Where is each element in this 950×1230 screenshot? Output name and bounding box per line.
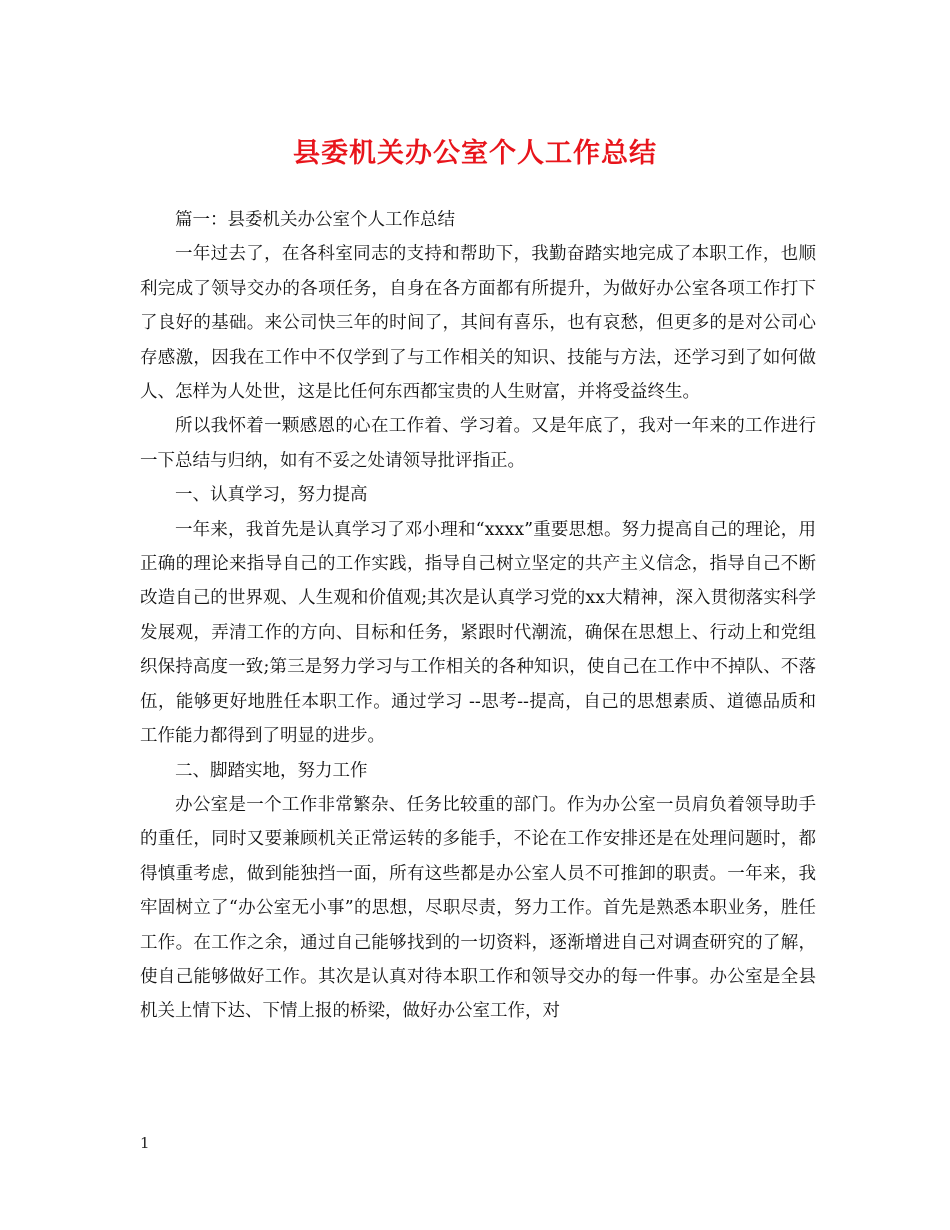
document-title: 县委机关办公室个人工作总结 xyxy=(293,138,657,169)
paragraph: 一年过去了，在各科室同志的支持和帮助下，我勤奋踏实地完成了本职工作，也顺利完成了领导交办的各项任务，自身在各方面都有所提升，为做好办公室各项工作打下了良好的基础。来公司快三年的时间了，其间有喜乐，也有哀愁，但更多的是对公司心存感激，因我在工作中不仅学到了与工作相关的知识、技能与方法，还学习到了如何做人、怎样为人处世，这是比任何东西都宝贵的人生财富，并将受益终生。 xyxy=(140,244,816,403)
paragraph: 办公室是一个工作非常繁杂、任务比较重的部门。作为办公室一员肩负着领导助手的重任，同时又要兼顾机关正常运转的多能手，不论在工作安排还是在处理问题时，都得慎重考虑，做到能独挡一面，所有这些都是办公室人员不可推卸的职责。一年来，我牢固树立了“办公室无小事”的思想，尽职尽责，努力工作。首先是熟悉本职业务，胜任工作。在工作之余，通过自己能够找到的一切资料，逐渐增进自己对调查研究的了解，使自己能够做好工作。其次是认真对待本职工作和领导交办的每一件事。办公室是全县机关上情下达、下情上报的桥梁，做好办公室工作，对 xyxy=(140,794,816,1022)
section-heading: 篇一：县委机关办公室个人工作总结 xyxy=(175,210,455,230)
section-heading: 二、脚踏实地，努力工作 xyxy=(175,760,368,781)
page-number: 1 xyxy=(140,1134,150,1152)
paragraph: 所以我怀着一颗感恩的心在工作着、学习着。又是年底了，我对一年来的工作进行一下总结与归纳，如有不妥之处请领导批评指正。 xyxy=(140,416,816,471)
section-heading: 一、认真学习，努力提高 xyxy=(175,485,368,506)
paragraph: 一年来，我首先是认真学习了邓小理和“xxxx”重要思想。努力提高自己的理论，用正确的理论来指导自己的工作实践，指导自己树立坚定的共产主义信念，指导自己不断改造自己的世界观、人生观和价值观;其次是认真学习党的xx大精神，深入贯彻落实科学发展观，弄清工作的方向、目标和任务，紧跟时代潮流，确保在思想上、行动上和党组织保持高度一致;第三是努力学习与工作相关的各种知识，使自己在工作中不掉队、不落伍，能够更好地胜任本职工作。通过学习 --思考--提高，自己的思想素质、道德品质和工作能力都得到了明显的进步。 xyxy=(140,519,816,747)
document-body xyxy=(140,203,816,1029)
